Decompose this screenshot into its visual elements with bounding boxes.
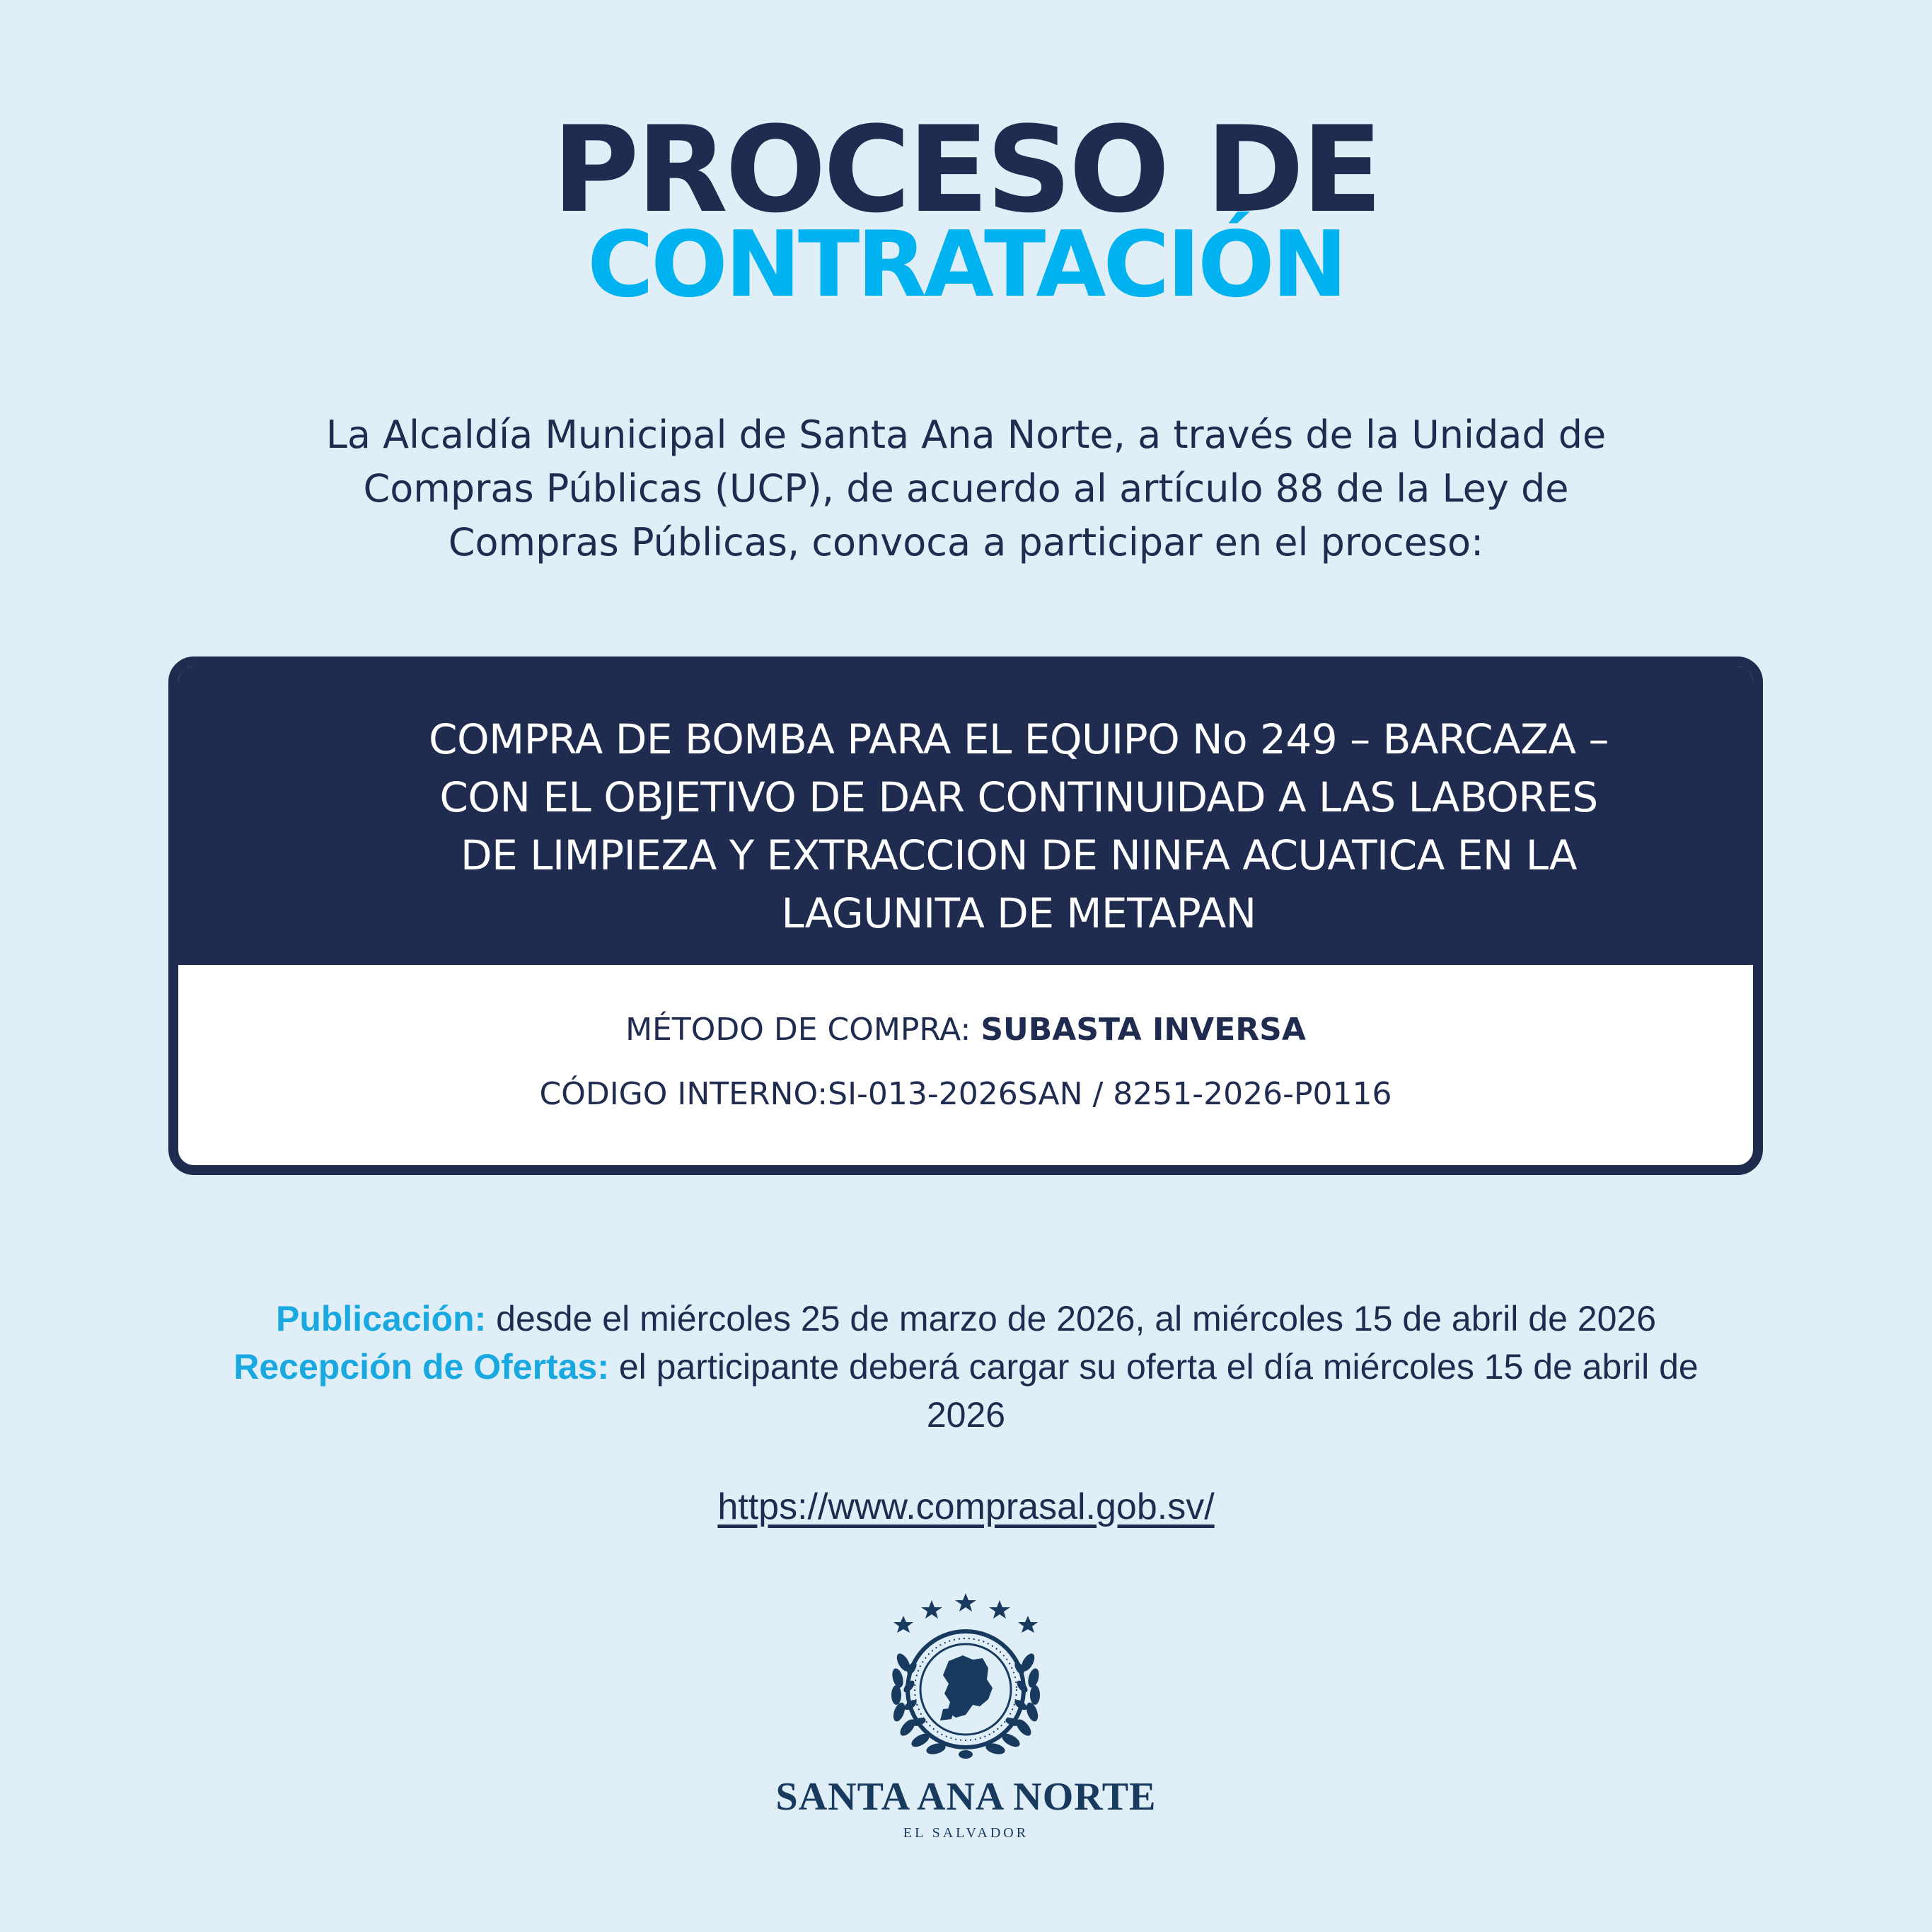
star-icon bbox=[955, 1593, 976, 1612]
process-title-line: CON EL OBJETIVO DE DAR CONTINUIDAD A LAS LABORES bbox=[439, 773, 1598, 821]
reception-text: el participante deberá cargar su oferta el día miércoles 15 de abril de bbox=[608, 1347, 1699, 1387]
comprasal-link[interactable]: https://www.comprasal.gob.sv/ bbox=[717, 1486, 1215, 1527]
star-icon bbox=[921, 1600, 942, 1619]
reception-line bbox=[177, 1343, 1755, 1391]
intro-line: Compras Públicas, convoca a participar en el proceso: bbox=[448, 520, 1484, 565]
reception-label: Recepción de Ofertas: bbox=[233, 1347, 609, 1387]
process-title bbox=[284, 710, 1753, 942]
municipality-name: SANTA ANA NORTE bbox=[775, 1775, 1157, 1819]
purchase-method bbox=[178, 1010, 1753, 1050]
star-icon bbox=[893, 1616, 913, 1633]
dates-section bbox=[177, 1295, 1755, 1439]
process-card bbox=[168, 656, 1763, 1175]
intro-paragraph bbox=[212, 408, 1720, 569]
publication-text: desde el miércoles 25 de marzo de 2026, al miércoles 15 de abril de 2026 bbox=[486, 1299, 1657, 1338]
intro-line: La Alcaldía Municipal de Santa Ana Norte, a través de la Unidad de bbox=[325, 412, 1607, 457]
page-title-line2: CONTRATACIÓN bbox=[587, 212, 1345, 318]
star-icon bbox=[1018, 1616, 1038, 1633]
publication-label: Publicación: bbox=[275, 1299, 487, 1338]
intro-line: Compras Públicas (UCP), de acuerdo al artículo 88 de la Ley de bbox=[363, 466, 1569, 511]
star-icon bbox=[989, 1600, 1010, 1619]
purchase-method-value: SUBASTA INVERSA bbox=[981, 1012, 1306, 1048]
reception-line-cont: 2026 bbox=[926, 1395, 1006, 1435]
publication-line bbox=[177, 1295, 1755, 1343]
country-name: EL SALVADOR bbox=[903, 1825, 1029, 1841]
process-title-line: COMPRA DE BOMBA PARA EL EQUIPO No 249 – BARCAZA – bbox=[429, 715, 1609, 763]
purchase-method-label: MÉTODO DE COMPRA: bbox=[625, 1012, 971, 1048]
internal-code: CÓDIGO INTERNO:SI-013-2026SAN / 8251-2026-P0116 bbox=[539, 1076, 1392, 1112]
process-card-header bbox=[178, 666, 1753, 965]
process-title-line: LAGUNITA DE METAPAN bbox=[781, 889, 1256, 937]
comprasal-link-wrap bbox=[0, 1482, 1932, 1532]
page-title-line1: PROCESO DE bbox=[552, 100, 1380, 239]
process-title-line: DE LIMPIEZA Y EXTRACCION DE NINFA ACUATICA EN LA bbox=[460, 831, 1578, 879]
